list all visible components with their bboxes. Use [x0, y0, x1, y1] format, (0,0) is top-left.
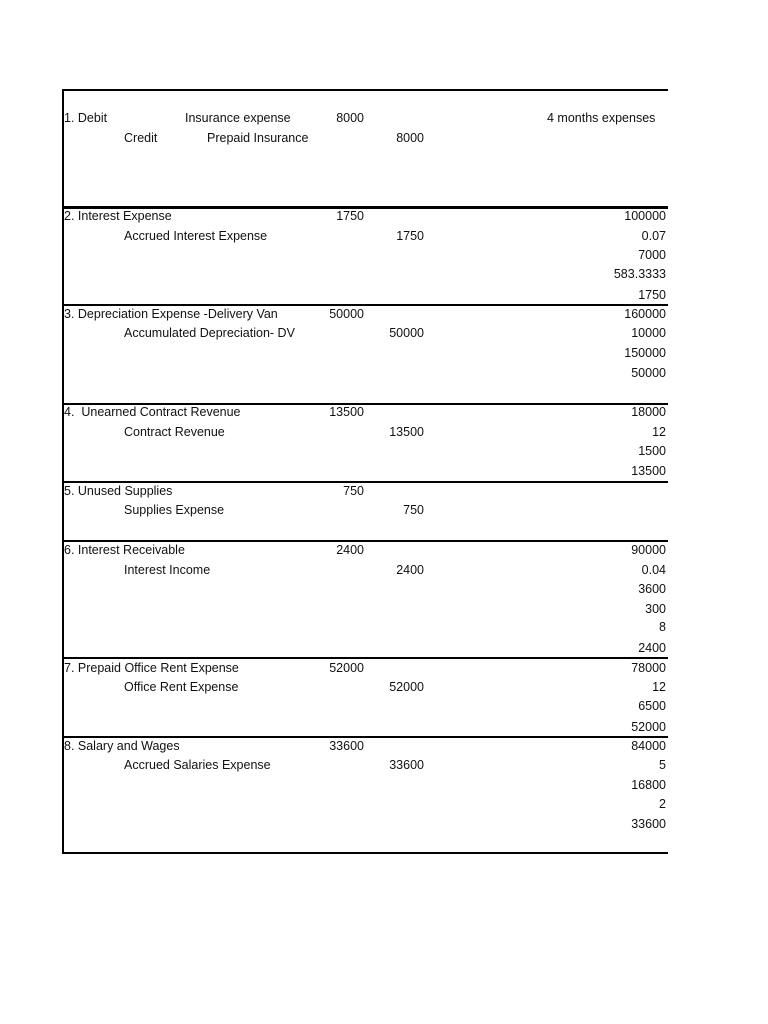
entry-1-credit-amount: 8000: [396, 131, 424, 145]
entry-1-credit-detail: Prepaid Insurance: [207, 131, 309, 145]
entry-6-calc-value: 300: [645, 602, 666, 616]
entry-2-credit-amount: 1750: [396, 229, 424, 243]
entry-1-debit-detail: Insurance expense: [185, 111, 291, 125]
entry-3-debit-account: 3. Depreciation Expense -Delivery Van: [64, 307, 278, 321]
row-divider: [62, 304, 668, 306]
entry-3-calc-value: 150000: [624, 346, 666, 360]
entry-8-calc-value: 84000: [631, 739, 666, 753]
entry-7-calc-value: 52000: [631, 720, 666, 734]
entry-5-credit-account: Supplies Expense: [124, 503, 225, 517]
entry-4-credit-account: Contract Revenue: [124, 425, 225, 439]
entry-3-calc-value: 10000: [631, 326, 666, 340]
entry-4-debit-account: 4. Unearned Contract Revenue: [64, 405, 241, 419]
entry-1-debit-account: 1. Debit: [64, 111, 108, 125]
entry-3-debit-amount: 50000: [329, 307, 364, 321]
entry-4-calc-value: 13500: [631, 464, 666, 478]
entry-2-debit-amount: 1750: [336, 209, 364, 223]
entry-8-credit-amount: 33600: [389, 758, 424, 772]
entry-7-debit-account: 7. Prepaid Office Rent Expense: [64, 661, 239, 675]
entry-4-calc-value: 1500: [638, 444, 666, 458]
entry-1-credit-account: Credit: [124, 131, 158, 145]
entry-6-calc-value: 2400: [638, 641, 666, 655]
entry-6-calc-value: 0.04: [641, 563, 666, 577]
entry-1-debit-amount: 8000: [336, 111, 364, 125]
top-border: [62, 89, 668, 91]
entry-4-calc-value: 18000: [631, 405, 666, 419]
entry-6-debit-amount: 2400: [336, 543, 364, 557]
entry-2-calc-value: 583.3333: [613, 267, 666, 281]
entry-7-calc-value: 78000: [631, 661, 666, 675]
entry-7-credit-account: Office Rent Expense: [124, 680, 239, 694]
row-divider: [62, 657, 668, 659]
entry-4-calc-value: 12: [652, 425, 666, 439]
entry-2-calc-value: 1750: [638, 288, 666, 302]
entry-5-debit-account: 5. Unused Supplies: [64, 484, 173, 498]
entry-6-calc-value: 90000: [631, 543, 666, 557]
entry-8-calc-value: 16800: [631, 778, 666, 792]
entry-3-credit-account: Accumulated Depreciation- DV: [124, 326, 295, 340]
row-divider: [62, 481, 668, 483]
entry-8-calc-value: 5: [659, 758, 666, 772]
entry-8-debit-amount: 33600: [329, 739, 364, 753]
entry-5-credit-amount: 750: [403, 503, 424, 517]
entry-4-debit-amount: 13500: [329, 405, 364, 419]
entry-8-calc-value: 2: [659, 797, 666, 811]
entry-7-calc-value: 6500: [638, 699, 666, 713]
entry-6-credit-account: Interest Income: [124, 563, 211, 577]
entry-8-debit-account: 8. Salary and Wages: [64, 739, 180, 753]
entry-2-calc-value: 100000: [624, 209, 666, 223]
journal-sheet: [62, 89, 668, 854]
entry-8-calc-value: 33600: [631, 817, 666, 831]
entry-6-calc-value: 8: [659, 620, 666, 634]
entry-3-calc-value: 50000: [631, 366, 666, 380]
row-divider: [62, 736, 668, 738]
entry-3-calc-value: 160000: [624, 307, 666, 321]
entry-2-credit-account: Accrued Interest Expense: [124, 229, 268, 243]
entry-8-credit-account: Accrued Salaries Expense: [124, 758, 271, 772]
entry-6-calc-value: 3600: [638, 582, 666, 596]
entry-7-credit-amount: 52000: [389, 680, 424, 694]
entry-2-calc-value: 0.07: [641, 229, 666, 243]
row-divider: [62, 540, 668, 542]
entry-7-debit-amount: 52000: [329, 661, 364, 675]
entry-2-debit-account: 2. Interest Expense: [64, 209, 172, 223]
entry-6-debit-account: 6. Interest Receivable: [64, 543, 185, 557]
entry-2-calc-value: 7000: [638, 248, 666, 262]
entry-5-debit-amount: 750: [343, 484, 364, 498]
entry-4-credit-amount: 13500: [389, 425, 424, 439]
entry-6-credit-amount: 2400: [396, 563, 424, 577]
bottom-border: [62, 852, 668, 854]
entry-1-note: 4 months expenses: [547, 111, 656, 125]
entry-7-calc-value: 12: [652, 680, 666, 694]
entry-3-credit-amount: 50000: [389, 326, 424, 340]
